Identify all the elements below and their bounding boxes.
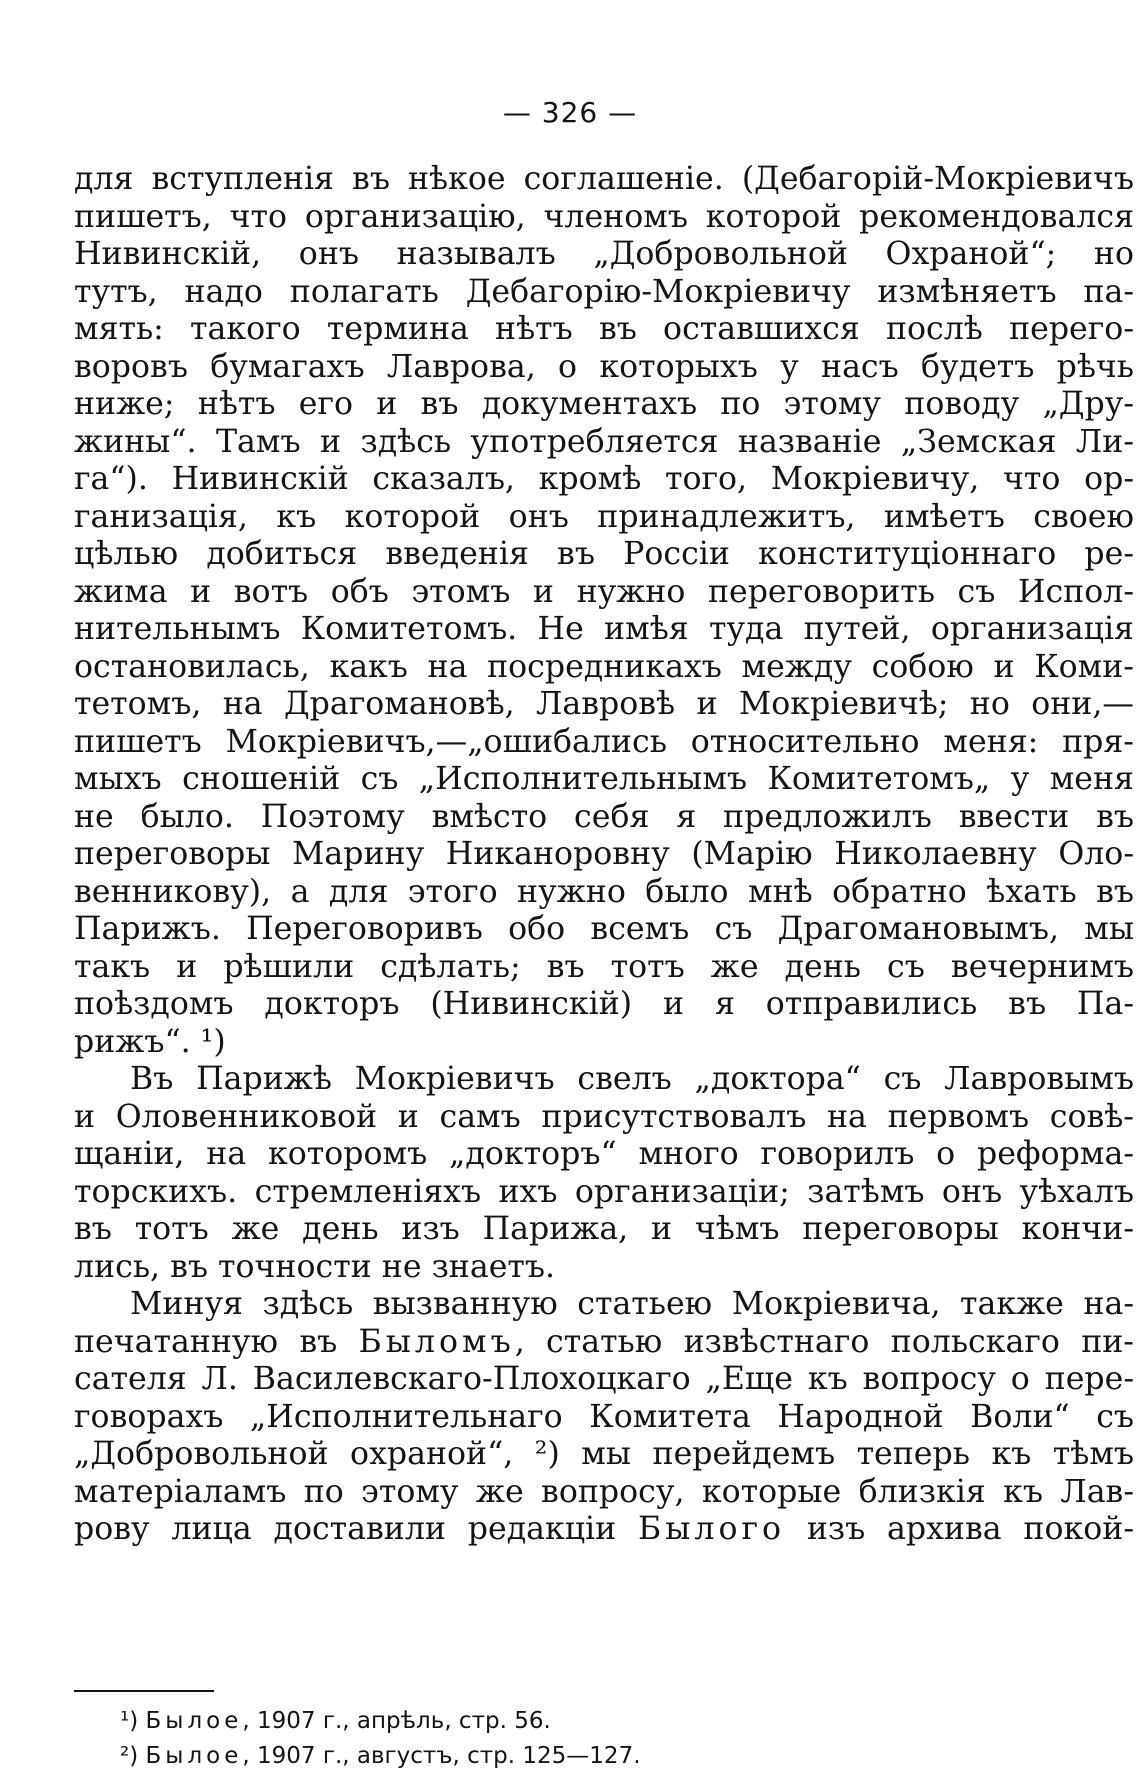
text-line: цѣлью добиться введенія въ Россіи конституціоннаго ре- (74, 536, 1134, 572)
text-line: „Добровольной охраной“, ²) мы перейдемъ теперь къ тѣмъ (74, 1436, 1134, 1472)
text-line: поѣздомъ докторъ (Нивинскій) и я отправились въ Па- (74, 986, 1134, 1022)
text-line: сателя Л. Василевскаго-Плохоцкаго „Еще къ вопросу о пере- (74, 1361, 1134, 1397)
footnote-mark: ¹) (120, 1708, 139, 1734)
text-line: венникову), а для этого нужно было мнѣ обратно ѣхать въ (74, 873, 1134, 910)
text-line: такъ и рѣшили сдѣлать; въ тотъ же день съ вечернимъ (74, 948, 1134, 985)
footnote (120, 1706, 551, 1736)
text-line: тетомъ, на Драгомановѣ, Лавровѣ и Мокріевичѣ; но они,— (74, 686, 1134, 722)
text-line: и Оловенниковой и самъ присутствовалъ на первомъ совѣ- (74, 1098, 1134, 1135)
text-line: щаніи, на которомъ „докторъ“ много говорилъ о реформа- (74, 1136, 1134, 1172)
footnote-rule (74, 1690, 214, 1692)
text-line: матеріаламъ по этому же вопросу, которые близкія къ Лав- (74, 1473, 1134, 1510)
text-line: пишетъ Мокріевичъ,—„ошибались относительно меня: пря- (74, 723, 1134, 760)
text-line: не было. Поэтому вмѣсто себя я предложилъ ввести въ (74, 798, 1134, 835)
text-line: въ тотъ же день изъ Парижа, и чѣмъ переговоры кончи- (74, 1211, 1134, 1247)
text-line: Минуя здѣсь вызванную статьею Мокріевича, также на- (130, 1286, 1134, 1322)
text-line: лись, въ точности не знаетъ. (74, 1248, 556, 1285)
text-line: ниже; нѣтъ его и въ документахъ по этому поводу „Дру- (74, 386, 1134, 422)
text-line: тутъ, надо полагать Дебагорію-Мокріевичу измѣняетъ па- (74, 273, 1134, 310)
text-line: нительнымъ Комитетомъ. Не имѣя туда путей, организація (74, 611, 1134, 647)
text-line: мять: такого термина нѣтъ въ оставшихся послѣ перего- (74, 311, 1134, 347)
text-line: Въ Парижѣ Мокріевичъ свелъ „доктора“ съ Лавровымъ (130, 1061, 1134, 1097)
text-fragment: изъ архива покой- (806, 1511, 1134, 1547)
footnote-text: , 1907 г., апрѣль, стр. 56. (242, 1708, 551, 1734)
footnote-source: Былое (145, 1708, 243, 1734)
text-line: га“). Нивинскій сказалъ, кромѣ того, Мокріевичу, что ор- (74, 461, 1134, 497)
text-line: говорахъ „Исполнительнаго Комитета Народной Воли“ съ (74, 1398, 1134, 1435)
text-fragment: , статью извѣстнаго польскаго пи- (514, 1323, 1134, 1360)
text-line: Парижъ. Переговоривъ обо всемъ съ Драгомановымъ, мы (74, 911, 1134, 947)
text-line: торскихъ. стремленіяхъ ихъ организаціи; затѣмъ онъ уѣхалъ (74, 1173, 1134, 1210)
text-line: для вступленія въ нѣкое соглашеніе. (Дебагорій-Мокріевичъ (74, 161, 1134, 197)
footnote (120, 1741, 641, 1771)
text-line: ганизація, къ которой онъ принадлежитъ, имѣетъ своею (74, 498, 1134, 535)
footnote-mark: ²) (120, 1743, 139, 1769)
footnote-source: Былое (145, 1743, 243, 1769)
text-line: переговоры Марину Никаноровну (Марію Николаевну Оло- (74, 836, 1134, 872)
page-number: — 326 — (502, 96, 638, 129)
text-fragment: печатанную въ (74, 1323, 338, 1360)
text-line: жины“. Тамъ и здѣсь употребляется названіе „Земская Ли- (74, 423, 1134, 460)
footnote-text: , 1907 г., августъ, стр. 125—127. (242, 1743, 641, 1769)
text-line: рижъ“. ¹) (74, 1023, 226, 1060)
text-line: Нивинскій, онъ называлъ „Добровольной Охраной“; но (74, 236, 1134, 272)
text-line (74, 1510, 1134, 1548)
journal-title: Былого (638, 1511, 786, 1547)
text-fragment: рову лица доставили редакціи (74, 1511, 617, 1547)
text-line: пишетъ, что организацію, членомъ которой рекомендовался (74, 198, 1134, 235)
text-line (74, 1323, 1134, 1361)
text-line: остановилась, какъ на посредникахъ между собою и Коми- (74, 648, 1134, 685)
text-line: мыхъ сношеній съ „Исполнительнымъ Комитетомъ„ у меня (74, 761, 1134, 797)
text-line: воровъ бумагахъ Лаврова, о которыхъ у насъ будетъ рѣчь (74, 348, 1134, 385)
journal-title: Быломъ (358, 1323, 515, 1360)
text-line: жима и вотъ объ этомъ и нужно переговорить съ Испол- (74, 573, 1134, 610)
